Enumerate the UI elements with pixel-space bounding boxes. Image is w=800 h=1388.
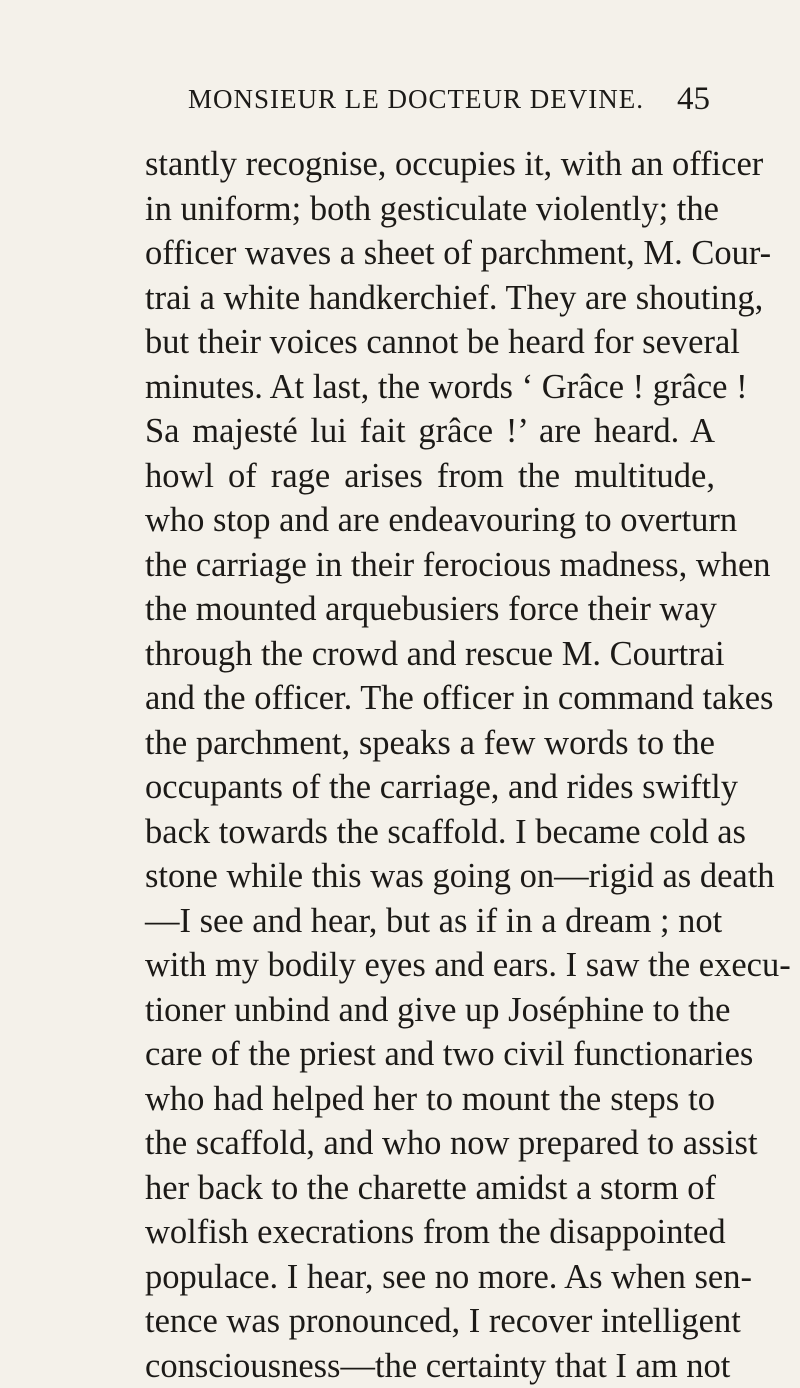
text-line: trai a white handkerchief. They are shouting, xyxy=(145,276,715,321)
text-line: who stop and are endeavouring to overturn xyxy=(145,498,715,543)
text-line: stantly recognise, occupies it, with an officer xyxy=(145,142,715,187)
text-line: the mounted arquebusiers force their way xyxy=(145,587,715,632)
text-line: with my bodily eyes and ears. I saw the execu- xyxy=(145,943,715,988)
text-line: consciousness—the certainty that I am not xyxy=(145,1344,715,1388)
body-text xyxy=(145,142,715,1388)
text-line: care of the priest and two civil functionaries xyxy=(145,1032,715,1077)
text-line: and the officer. The officer in command takes xyxy=(145,676,715,721)
running-title: MONSIEUR LE DOCTEUR DEVINE. xyxy=(188,84,644,115)
text-line: occupants of the carriage, and rides swiftly xyxy=(145,765,715,810)
text-line: —I see and hear, but as if in a dream ; not xyxy=(145,899,715,944)
text-line: stone while this was going on—rigid as death xyxy=(145,854,715,899)
text-line: tence was pronounced, I recover intelligent xyxy=(145,1299,715,1344)
text-line: Sa majesté lui fait grâce !’ are heard. A xyxy=(145,409,715,454)
text-line: officer waves a sheet of parchment, M. Cour- xyxy=(145,231,715,276)
text-line: back towards the scaffold. I became cold as xyxy=(145,810,715,855)
text-line: the scaffold, and who now prepared to assist xyxy=(145,1121,715,1166)
text-line: populace. I hear, see no more. As when sen- xyxy=(145,1255,715,1300)
text-line: in uniform; both gesticulate violently; the xyxy=(145,187,715,232)
text-line: but their voices cannot be heard for several xyxy=(145,320,715,365)
page-number: 45 xyxy=(677,81,710,118)
text-line: the carriage in their ferocious madness, when xyxy=(145,543,715,588)
text-line: through the crowd and rescue M. Courtrai xyxy=(145,632,715,677)
running-head xyxy=(150,84,710,124)
text-line: wolfish execrations from the disappointed xyxy=(145,1210,715,1255)
text-line: minutes. At last, the words ‘ Grâce ! grâce ! xyxy=(145,365,715,410)
text-line: who had helped her to mount the steps to xyxy=(145,1077,715,1122)
text-line: her back to the charette amidst a storm of xyxy=(145,1166,715,1211)
text-line: tioner unbind and give up Joséphine to the xyxy=(145,988,715,1033)
text-line: the parchment, speaks a few words to the xyxy=(145,721,715,766)
text-line: howl of rage arises from the multitude, xyxy=(145,454,715,499)
